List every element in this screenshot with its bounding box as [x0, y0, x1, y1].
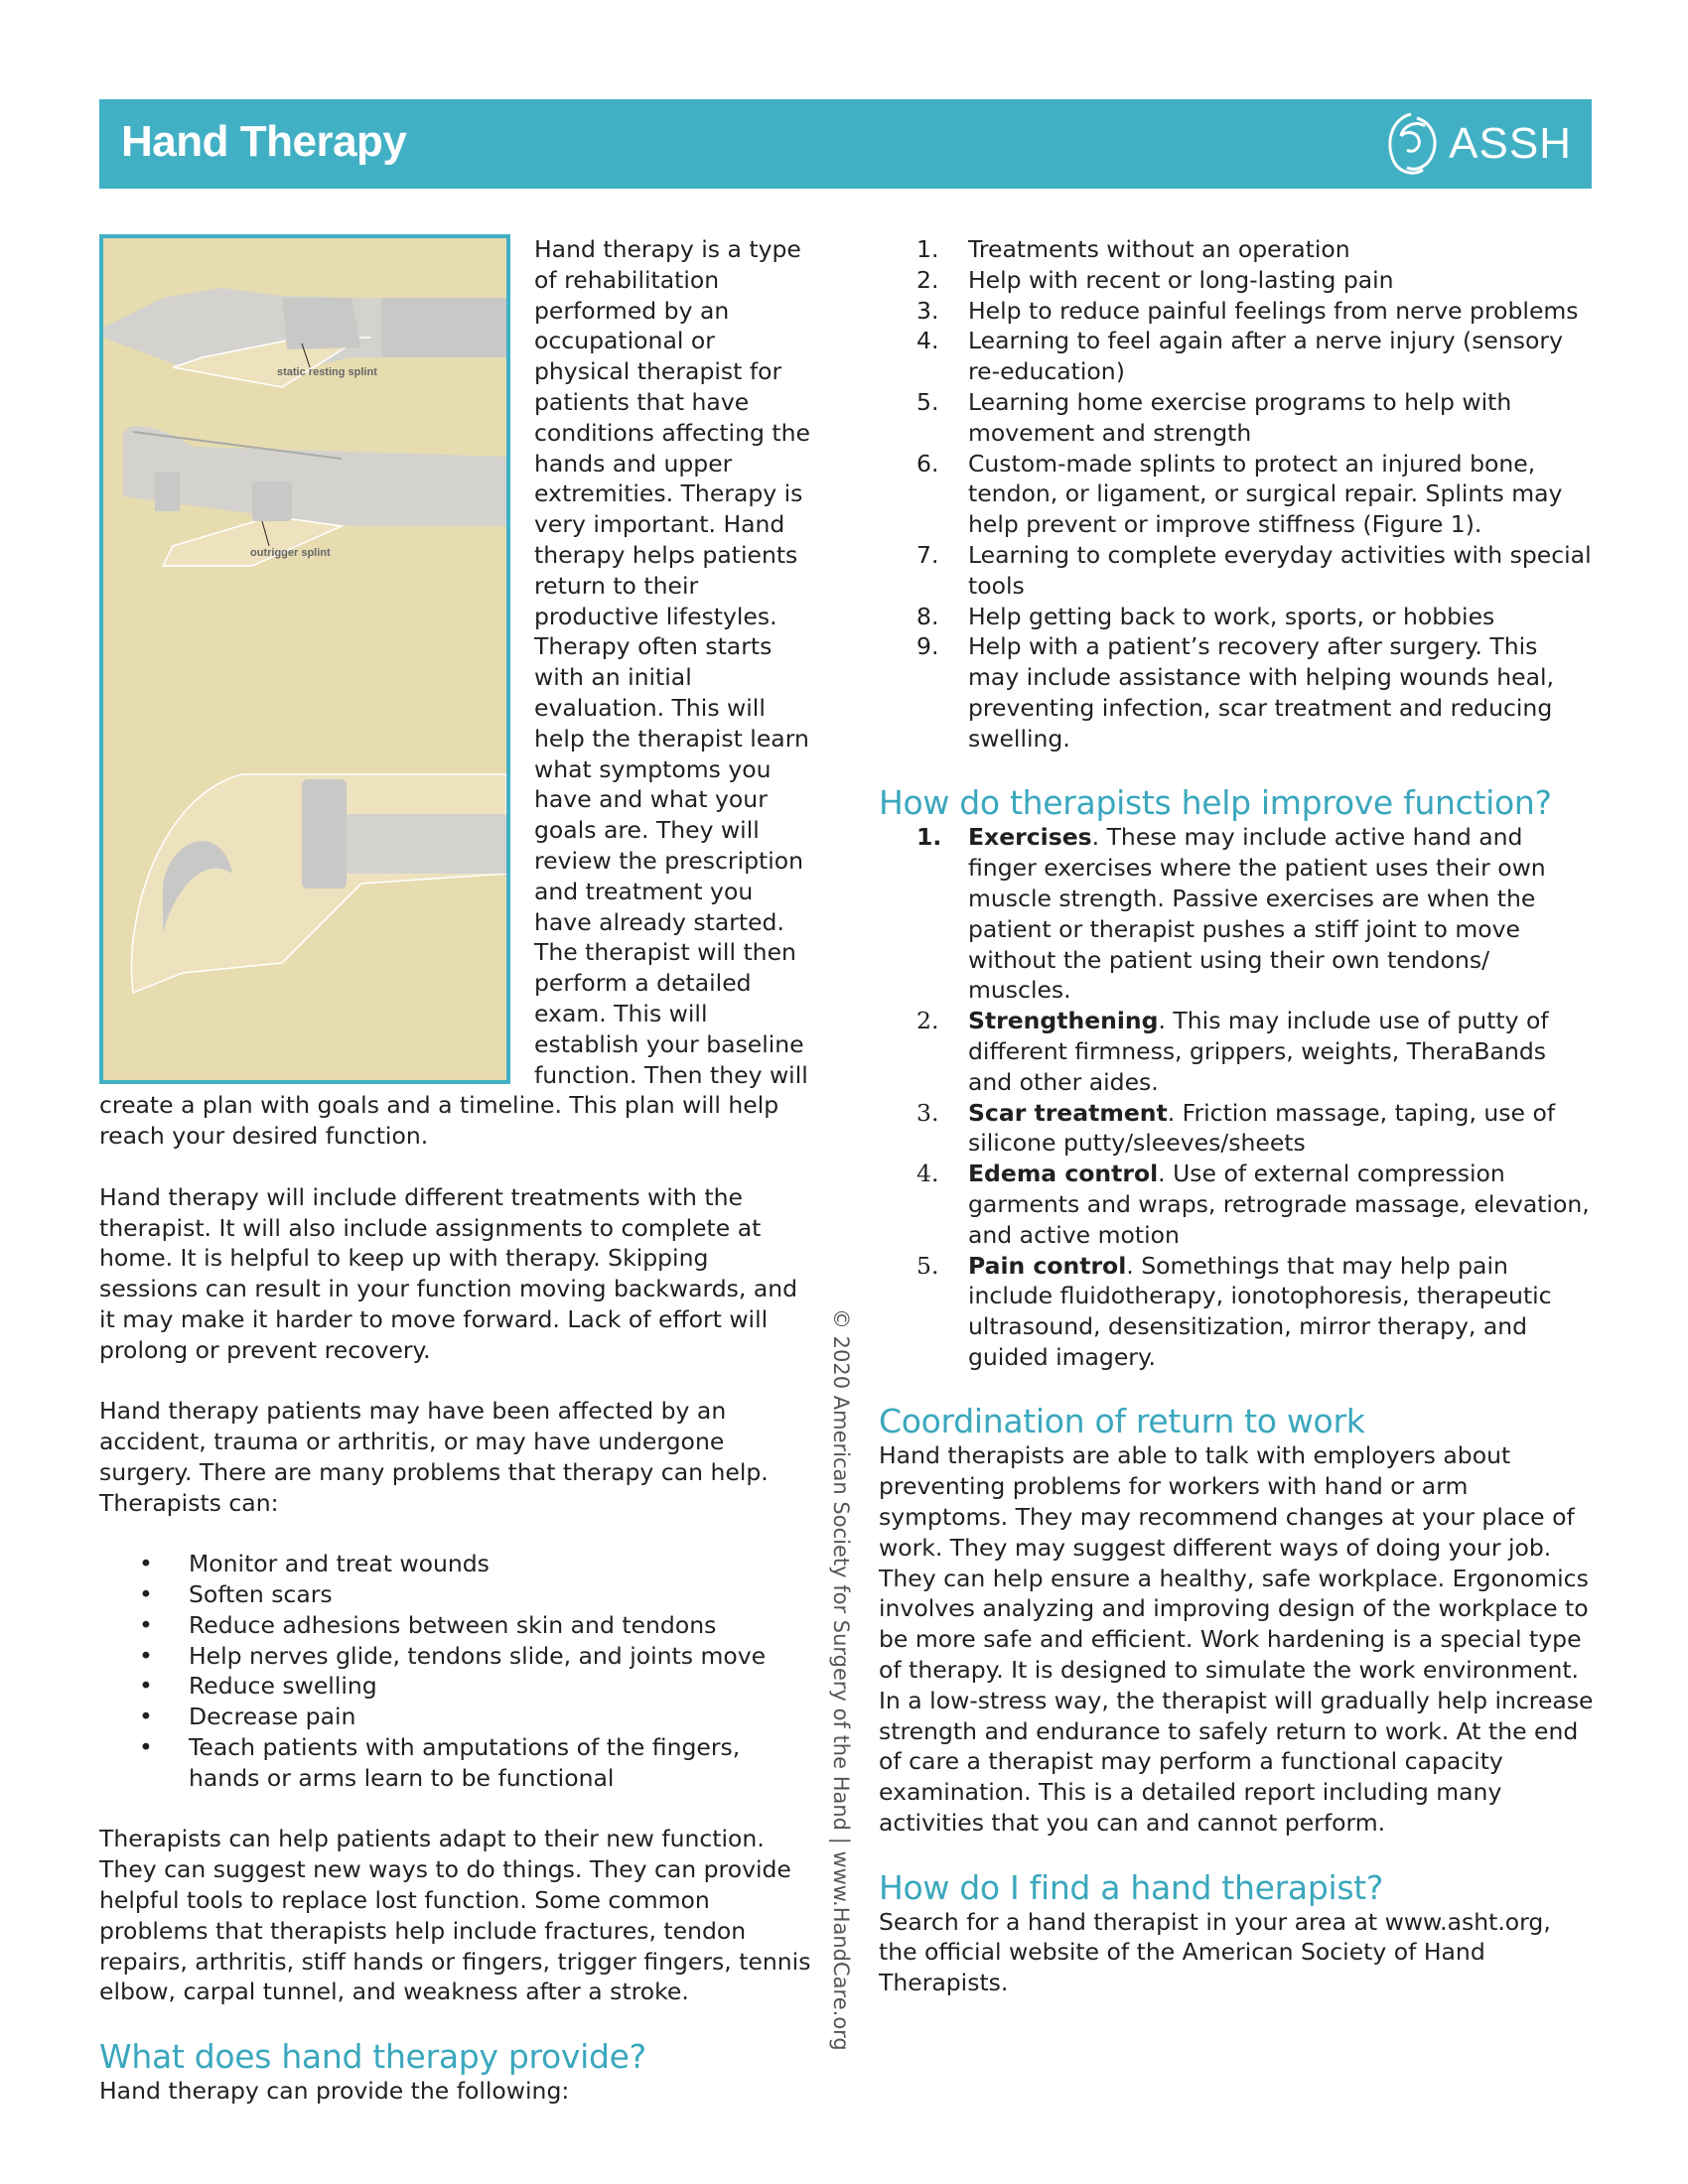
- list-item: • Reduce adhesions between skin and tendons: [99, 1610, 814, 1641]
- patients-paragraph: Hand therapy patients may have been affected by an accident, trauma or arthritis, or may have undergone surgery. There are many problems that therapy can help. Therapists can:: [99, 1397, 769, 1517]
- function-list: [879, 822, 1594, 1372]
- list-item: • Help nerves glide, tendons slide, and joints move: [99, 1641, 814, 1672]
- logo-text: ASSH: [1449, 119, 1572, 168]
- list-item: 2. Help with recent or long-lasting pain: [916, 265, 1394, 294]
- list-item: 4. Learning to feel again after a nerve injury (sensory re-education): [916, 327, 1563, 386]
- intro-paragraph: Hand therapy is a type of rehabilitation performed by an occupational or physical therapist for patients that have conditions affecting the hands and upper extremities. Therapy is very important. Hand therapy helps patients return to their productive lifestyles. Therapy often starts with an initial evaluation. This will help the therapist learn what symptoms you have and what your goals are. They will review the prescription and treatment you have already started. The therapist will then perform a detailed exam. This will establish your baseline function. Then they will create a plan with goals and a timeline. This plan will help reach your desired function.: [99, 235, 810, 1151]
- therapist-can-list: [99, 1549, 814, 1793]
- list-item: • Monitor and treat wounds: [99, 1549, 814, 1579]
- list-item: • Teach patients with amputations of the fingers, hands or arms learn to be functional: [99, 1732, 814, 1794]
- page-title: Hand Therapy: [121, 117, 407, 166]
- list-item: • Decrease pain: [99, 1702, 814, 1732]
- section-heading-function: How do therapists help improve function?: [879, 783, 1552, 823]
- list-item: 3. Help to reduce painful feelings from nerve problems: [916, 296, 1579, 325]
- figure-splints: [99, 234, 510, 1084]
- list-item: 3. Scar treatment. Friction massage, taping, use of silicone putty/sleeves/sheets: [916, 1098, 1556, 1158]
- thumb-splint-illustration: [131, 774, 506, 993]
- adapt-paragraph: Therapists can help patients adapt to their new function. They can suggest new ways to do things. They can provide helpful tools to replace lost function. Some common problems that therapists help include fractures, tendon repairs, arthritis, stiff hands or fingers, trigger fingers, tennis elbow, carpal tunnel, and weakness after a stroke.: [99, 1825, 811, 2006]
- list-item: 5. Learning home exercise programs to help with movement and strength: [916, 387, 1512, 447]
- list-item: 1. Treatments without an operation: [916, 235, 1350, 263]
- static-resting-splint-label: static resting splint: [277, 366, 377, 378]
- section-heading-find: How do I find a hand therapist?: [879, 1867, 1384, 1907]
- find-paragraph: Search for a hand therapist in your area at www.asht.org, the official website of the American Society of Hand Therapists.: [879, 1907, 1551, 1997]
- section-heading-work: Coordination of return to work: [879, 1402, 1365, 1441]
- right-column: [879, 234, 1594, 2029]
- list-item: 6. Custom-made splints to protect an injured bone, tendon, or ligament, or surgical repair. Splints may help prevent or improve stiffness (Figure 1).: [916, 449, 1563, 539]
- outrigger-splint-label: outrigger splint: [250, 547, 331, 559]
- list-item: 1. Exercises. These may include active hand and finger exercises where the patient uses their own muscle strength. Passive exercises are when the patient or therapist pushes a stiff joint to move without the patient using their own tendons/ muscles.: [916, 823, 1546, 1005]
- static-resting-splint-illustration: [103, 288, 506, 387]
- provide-intro: Hand therapy can provide the following:: [99, 2077, 570, 2106]
- list-item: 5. Pain control. Somethings that may help pain include fluidotherapy, ionotophoresis, therapeutic ultrasound, desensitization, mirror therapy, and guided imagery.: [916, 1251, 1552, 1371]
- work-paragraph: Hand therapists are able to talk with employers about preventing problems for workers with hand or arm symptoms. They may recommend changes at your place of work. They may suggest different ways of doing your job. They can help ensure a healthy, safe workplace. Ergonomics involves analyzing and improving design of the workplace to be more safe and efficient. Work hardening is a special type of therapy. It is designed to simulate the work environment. In a low-stress way, the therapist will gradually help increase strength and endurance to safely return to work. At the end of care a therapist may perform a functional capacity examination. This is a detailed report including many activities that you can and cannot perform.: [879, 1441, 1594, 1838]
- assh-logo: [1381, 109, 1572, 179]
- list-item: • Reduce swelling: [99, 1671, 814, 1702]
- provide-list: [879, 234, 1594, 754]
- left-column: [99, 234, 814, 2107]
- treatment-paragraph: Hand therapy will include different treatments with the therapist. It will also include assignments to complete at home. It is helpful to keep up with therapy. Skipping sessions can result in your function moving backwards, and it may make it harder to move forward. Lack of effort will prolong or prevent recovery.: [99, 1182, 798, 1364]
- list-item: 4. Edema control. Use of external compression garments and wraps, retrograde massage, elevation, and active motion: [916, 1160, 1590, 1249]
- list-item: 2. Strengthening. This may include use of putty of different firmness, grippers, weights, TheraBands and other aides.: [916, 1007, 1549, 1096]
- header-banner: [99, 99, 1592, 189]
- list-item: 9. Help with a patient’s recovery after surgery. This may include assistance with helping wounds heal, preventing infection, scar treatment and reducing swelling.: [916, 632, 1555, 752]
- copyright-vertical: © 2020 American Society for Surgery of the Hand | www.HandCare.org: [829, 1308, 853, 2051]
- list-item: 8. Help getting back to work, sports, or hobbies: [916, 602, 1495, 630]
- assh-swirl-icon: [1381, 110, 1445, 178]
- list-item: 7. Learning to complete everyday activities with special tools: [916, 540, 1592, 600]
- list-item: • Soften scars: [99, 1579, 814, 1610]
- section-heading-provide: What does hand therapy provide?: [99, 2037, 646, 2077]
- outrigger-splint-illustration: [123, 426, 506, 566]
